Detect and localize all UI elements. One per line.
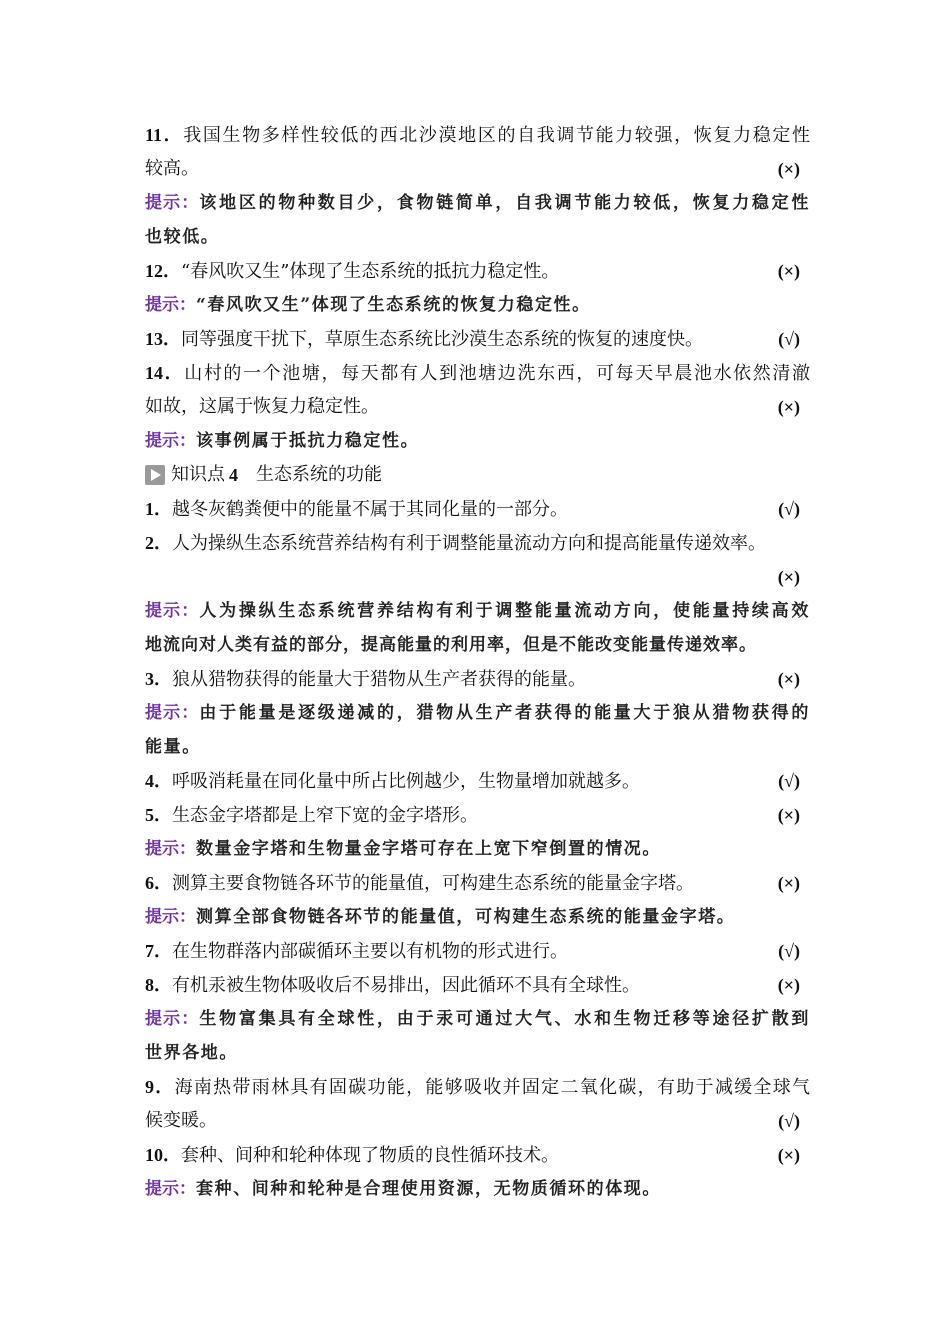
question-number: 9．: [145, 1077, 175, 1097]
hint-text: 能量。: [145, 737, 201, 757]
hint-label: 提示：: [145, 431, 196, 451]
hint-text: 该地区的物种数目少，食物链简单，自我调节能力较低，恢复力稳定性: [199, 193, 810, 213]
question-number: 12．: [145, 261, 181, 281]
question-11-line-1: [145, 118, 810, 152]
hint-text: 测算全部食物链各环节的能量值，可构建生态系统的能量金字塔。: [196, 907, 736, 927]
hint-p8-line-2: [145, 1036, 810, 1070]
question-text: 呼吸消耗量在同化量中所占比例越少，生物量增加就越多。: [172, 771, 640, 792]
question-text: 测算主要食物链各环节的能量值，可构建生态系统的能量金字塔。: [172, 873, 694, 894]
question-text: 同等强度干扰下，草原生态系统比沙漠生态系统的恢复的速度快。: [181, 329, 703, 350]
hint-p3-line-2: [145, 730, 810, 764]
answer-mark: (×): [777, 805, 800, 825]
hint-11-line-2: [145, 220, 810, 254]
hint-label: 提示：: [145, 601, 200, 621]
hint-label: 提示：: [145, 703, 200, 723]
question-text: 人为操纵生态系统营养结构有利于调整能量流动方向和提高能量传递效率。: [172, 533, 766, 554]
answer-mark: (√): [778, 1111, 800, 1131]
hint-text: 也较低。: [145, 227, 220, 247]
question-number: 11．: [145, 125, 184, 145]
question-number: 14．: [145, 363, 185, 383]
question-text: 较高。: [145, 158, 199, 179]
hint-text: 该事例属于抵抗力稳定性。: [196, 431, 420, 451]
hint-p10: [145, 1172, 810, 1206]
section-prefix: 知识点: [171, 464, 225, 485]
question-number: 7．: [145, 941, 172, 961]
question-number: 5．: [145, 805, 172, 825]
question-14-line-2: [145, 390, 810, 424]
hint-label: 提示：: [145, 839, 196, 859]
question-number: 4．: [145, 771, 172, 791]
question-p9-line-1: [145, 1070, 810, 1104]
question-text: 狼从猎物获得的能量大于猎物从生产者获得的能量。: [172, 669, 586, 690]
hint-11-line-1: [145, 186, 810, 220]
question-number: 13．: [145, 329, 181, 349]
hint-text: 人为操纵生态系统营养结构有利于调整能量流动方向，使能量持续高效: [199, 601, 810, 621]
hint-p5: [145, 832, 810, 866]
hint-p2-line-2: [145, 628, 810, 662]
question-text: 我国生物多样性较低的西北沙漠地区的自我调节能力较强，恢复力稳定性: [183, 125, 810, 146]
hint-label: 提示：: [145, 1009, 200, 1029]
answer-mark: (×): [777, 159, 800, 179]
hint-label: 提示：: [145, 193, 200, 213]
question-13: [145, 322, 810, 356]
question-14-line-1: [145, 356, 810, 390]
question-number: 10．: [145, 1145, 181, 1165]
section-number: 4: [229, 465, 238, 485]
answer-mark: (×): [777, 567, 800, 587]
question-p4: [145, 764, 810, 798]
answer-mark: (×): [777, 873, 800, 893]
question-p1: [145, 492, 810, 526]
section-title: 生态系统的功能: [256, 464, 382, 485]
hint-14: [145, 424, 810, 458]
question-11-line-2: [145, 152, 810, 186]
question-p7: [145, 934, 810, 968]
question-p3: [145, 662, 810, 696]
question-number: 6．: [145, 873, 172, 893]
answer-mark: (√): [778, 941, 800, 961]
question-p2-line-1: [145, 526, 810, 560]
hint-12: [145, 288, 810, 322]
question-text: 有机汞被生物体吸收后不易排出，因此循环不具有全球性。: [172, 975, 640, 996]
question-text: 生态金字塔都是上窄下宽的金字塔形。: [172, 805, 478, 826]
answer-mark: (√): [778, 329, 800, 349]
question-p10: [145, 1138, 810, 1172]
question-12: [145, 254, 810, 288]
question-number: 2．: [145, 533, 172, 553]
question-text: 在生物群落内部碳循环主要以有机物的形式进行。: [172, 941, 568, 962]
hint-text: 由于能量是逐级递减的，猎物从生产者获得的能量大于狼从猎物获得的: [199, 703, 810, 723]
hint-p3-line-1: [145, 696, 810, 730]
answer-mark: (√): [778, 499, 800, 519]
question-p9-line-2: [145, 1104, 810, 1138]
hint-p6: [145, 900, 810, 934]
hint-text: 地流向对人类有益的部分，提高能量的利用率，但是不能改变能量传递效率。: [145, 635, 757, 655]
hint-text: “春风吹又生”体现了生态系统的恢复力稳定性。: [196, 295, 591, 315]
question-number: 3．: [145, 669, 172, 689]
hint-text: 数量金字塔和生物量金字塔可存在上宽下窄倒置的情况。: [196, 839, 661, 859]
hint-p8-line-1: [145, 1002, 810, 1036]
section-heading: [145, 458, 810, 492]
document-page: [145, 118, 810, 1206]
question-text: 越冬灰鹤粪便中的能量不属于其同化量的一部分。: [172, 499, 568, 520]
hint-text: 套种、间种和轮种是合理使用资源，无物质循环的体现。: [196, 1179, 661, 1199]
answer-mark: (×): [777, 1145, 800, 1165]
answer-mark: (√): [778, 771, 800, 791]
hint-label: 提示：: [145, 1179, 196, 1199]
hint-label: 提示：: [145, 295, 196, 315]
answer-mark: (×): [777, 397, 800, 417]
question-p6: [145, 866, 810, 900]
hint-p2-line-1: [145, 594, 810, 628]
play-icon: [145, 465, 165, 485]
answer-mark: (×): [777, 669, 800, 689]
hint-label: 提示：: [145, 907, 196, 927]
question-text: 海南热带雨林具有固碳功能，能够吸收并固定二氧化碳，有助于减缓全球气: [174, 1077, 811, 1098]
hint-text: 世界各地。: [145, 1043, 238, 1063]
question-number: 8．: [145, 975, 172, 995]
question-text: 山村的一个池塘，每天都有人到池塘边洗东西，可每天早晨池水依然清澈: [184, 363, 811, 384]
answer-mark: (×): [777, 261, 800, 281]
question-text: “春风吹又生”体现了生态系统的抵抗力稳定性。: [181, 261, 560, 282]
question-text: 套种、间种和轮种体现了物质的良性循环技术。: [181, 1145, 559, 1166]
answer-mark: (×): [777, 975, 800, 995]
question-text: 如故，这属于恢复力稳定性。: [145, 396, 379, 417]
question-p2-line-2: [145, 560, 810, 594]
question-text: 候变暖。: [145, 1110, 217, 1131]
question-p5: [145, 798, 810, 832]
question-p8: [145, 968, 810, 1002]
hint-text: 生物富集具有全球性，由于汞可通过大气、水和生物迁移等途径扩散到: [199, 1009, 810, 1029]
question-number: 1．: [145, 499, 172, 519]
